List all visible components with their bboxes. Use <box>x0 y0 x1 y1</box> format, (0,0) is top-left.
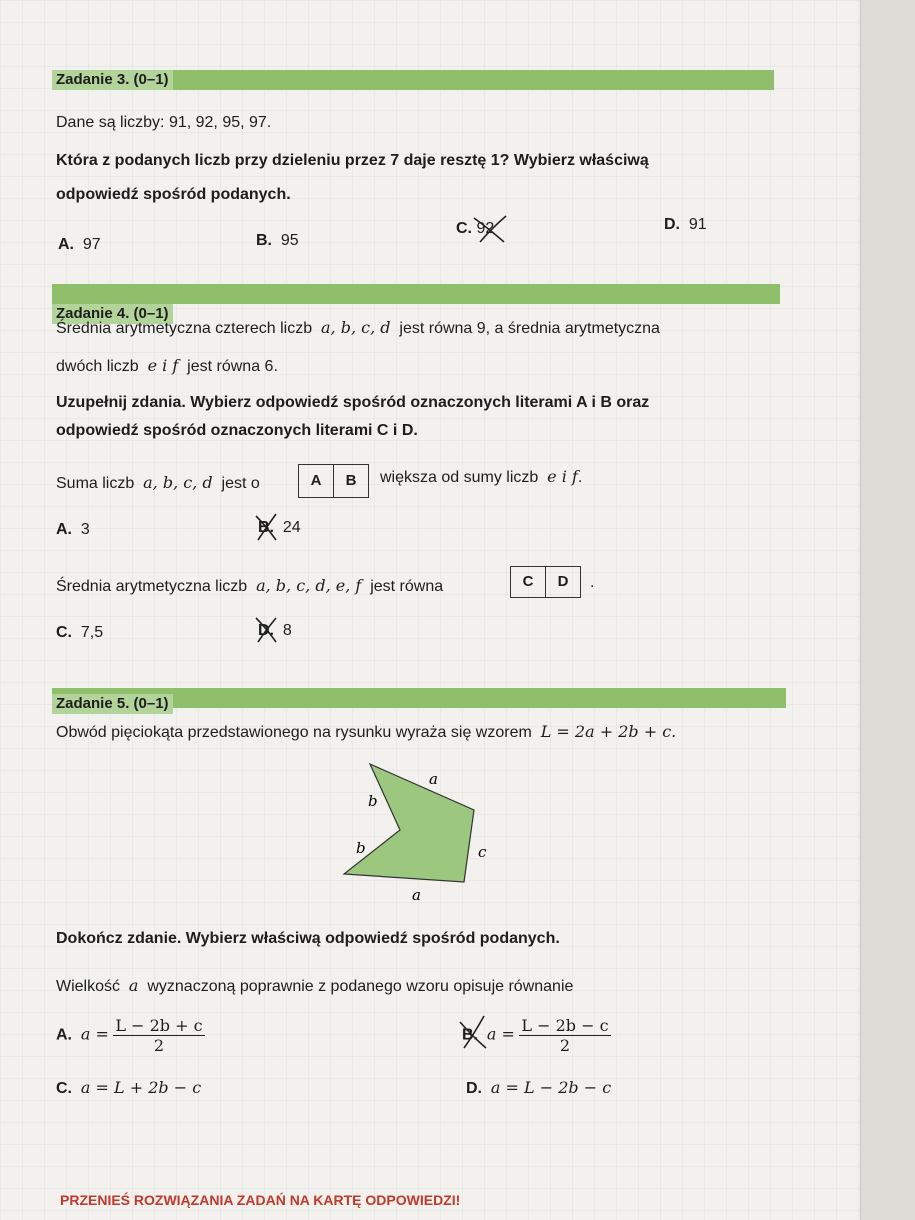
math-vars: a, b, c, d, e, f <box>256 576 362 595</box>
text: Obwód pięciokąta przedstawionego na rysunku wyraża się wzorem <box>56 724 532 741</box>
option-letter: B. <box>256 232 272 249</box>
task4-sentence1-end <box>380 467 582 487</box>
option-value: 24 <box>282 519 301 536</box>
box-d[interactable]: D <box>545 567 580 597</box>
equation: a = L − 2b − c <box>490 1078 612 1097</box>
page-edge <box>860 0 915 1220</box>
text: dwóch liczb <box>56 358 139 375</box>
task5-instruction: Dokończ zdanie. Wybierz właściwą odpowiedź spośród podanych. <box>56 930 560 947</box>
numerator: L − 2b − c <box>521 1016 609 1035</box>
label-right-c: c <box>478 843 487 861</box>
equation-lhs: a = <box>486 1024 515 1044</box>
task3-option-d[interactable] <box>664 216 707 234</box>
fraction <box>113 1016 204 1055</box>
answer-boxes-ab[interactable] <box>298 464 369 498</box>
option-letter: C. <box>56 1080 72 1097</box>
box-b[interactable]: B <box>333 465 368 497</box>
option-value: 91 <box>688 216 707 233</box>
option-letter: B. <box>462 1026 478 1044</box>
handwritten-cross-mark <box>470 212 510 246</box>
equation-lhs: a = <box>80 1024 109 1044</box>
handwritten-cross-mark <box>252 512 282 544</box>
option-letter: D. <box>258 622 274 639</box>
pentagon-figure <box>330 756 510 906</box>
handwritten-cross-mark <box>252 614 282 646</box>
text: jest równa 6. <box>187 358 278 375</box>
label-lower-b: b <box>356 839 366 857</box>
task3-option-b[interactable] <box>256 232 299 250</box>
task3-option-a[interactable] <box>58 236 101 254</box>
text: . <box>577 469 583 486</box>
option-letter: A. <box>56 521 72 538</box>
option-letter: C. <box>456 220 472 237</box>
denominator: 2 <box>559 1036 571 1055</box>
option-value: 92 <box>476 220 495 237</box>
task3-intro: Dane są liczby: 91, 92, 95, 97. <box>56 114 272 131</box>
task5-option-c[interactable] <box>56 1078 201 1098</box>
formula: L = 2a + 2b + c. <box>540 722 677 741</box>
option-value: 7,5 <box>80 624 104 641</box>
task3-header-band <box>52 70 774 90</box>
math-var: a <box>128 976 139 995</box>
option-letter: D. <box>466 1080 482 1097</box>
task5-header: Zadanie 5. (0–1) <box>52 694 173 714</box>
task5-option-a[interactable] <box>56 1016 205 1055</box>
text: Średnia arytmetyczna czterech liczb <box>56 320 313 337</box>
footer-reminder: PRZENIEŚ ROZWIĄZANIA ZADAŃ NA KARTĘ ODPOWIEDZI! <box>60 1192 461 1208</box>
option-value: 3 <box>80 521 90 538</box>
handwritten-cross-mark <box>456 1014 490 1054</box>
math-vars: a, b, c, d <box>143 473 213 492</box>
task4-header: Zadanie 4. (0–1) <box>52 304 173 324</box>
equation: a = L + 2b − c <box>80 1078 202 1097</box>
text: jest równa <box>370 578 444 595</box>
task4-intro-line1 <box>56 318 660 338</box>
box-a[interactable]: A <box>310 472 322 489</box>
text: wyznaczoną poprawnie z podanego wzoru opisuje równanie <box>147 978 574 995</box>
task4-option-c[interactable] <box>56 624 103 642</box>
text: Suma liczb <box>56 475 135 492</box>
option-value: 8 <box>282 622 292 639</box>
text: większa od sumy liczb <box>380 469 539 486</box>
option-letter: A. <box>58 236 74 253</box>
fraction <box>519 1016 610 1055</box>
task4-instruction-line2: odpowiedź spośród oznaczonych literami C i D. <box>56 422 418 439</box>
task4-header-band <box>52 284 780 322</box>
task5-header-band <box>52 688 786 712</box>
task3-question-line1: Która z podanych liczb przy dzieleniu przez 7 daje resztę 1? Wybierz właściwą <box>56 152 649 169</box>
option-letter: C. <box>56 624 72 641</box>
task5-intro <box>56 722 676 742</box>
label-top-a: a <box>429 770 438 788</box>
math-vars: e i f <box>547 467 578 486</box>
option-letter: B. <box>258 519 274 536</box>
pentagon-shape <box>344 764 474 882</box>
math-vars: a, b, c, d <box>321 318 391 337</box>
task4-sentence1-start <box>56 473 260 493</box>
task3-question-line2: odpowiedź spośród podanych. <box>56 186 291 203</box>
label-upper-b: b <box>368 792 378 810</box>
option-letter: A. <box>56 1026 72 1044</box>
text: jest o <box>221 475 260 492</box>
text: jest równa 9, a średnia arytmetyczna <box>399 320 660 337</box>
task4-option-a[interactable] <box>56 521 90 539</box>
label-bottom-a: a <box>412 886 421 904</box>
task5-prompt <box>56 976 573 996</box>
option-value: 97 <box>82 236 101 253</box>
numerator: L − 2b + c <box>115 1016 203 1035</box>
task5-option-d[interactable] <box>466 1078 611 1098</box>
option-value: 95 <box>280 232 299 249</box>
task4-intro-line2 <box>56 356 278 376</box>
sentence2-period: . <box>590 574 595 591</box>
task4-sentence2 <box>56 576 443 596</box>
math-vars: e i f <box>147 356 179 375</box>
task3-header: Zadanie 3. (0–1) <box>52 70 173 90</box>
option-letter: D. <box>664 216 680 233</box>
text: Wielkość <box>56 978 121 995</box>
denominator: 2 <box>153 1036 165 1055</box>
answer-boxes-cd[interactable] <box>510 566 581 598</box>
box-c[interactable]: C <box>522 573 534 590</box>
text: Średnia arytmetyczna liczb <box>56 578 248 595</box>
task4-instruction-line1: Uzupełnij zdania. Wybierz odpowiedź spośród oznaczonych literami A i B oraz <box>56 394 650 411</box>
